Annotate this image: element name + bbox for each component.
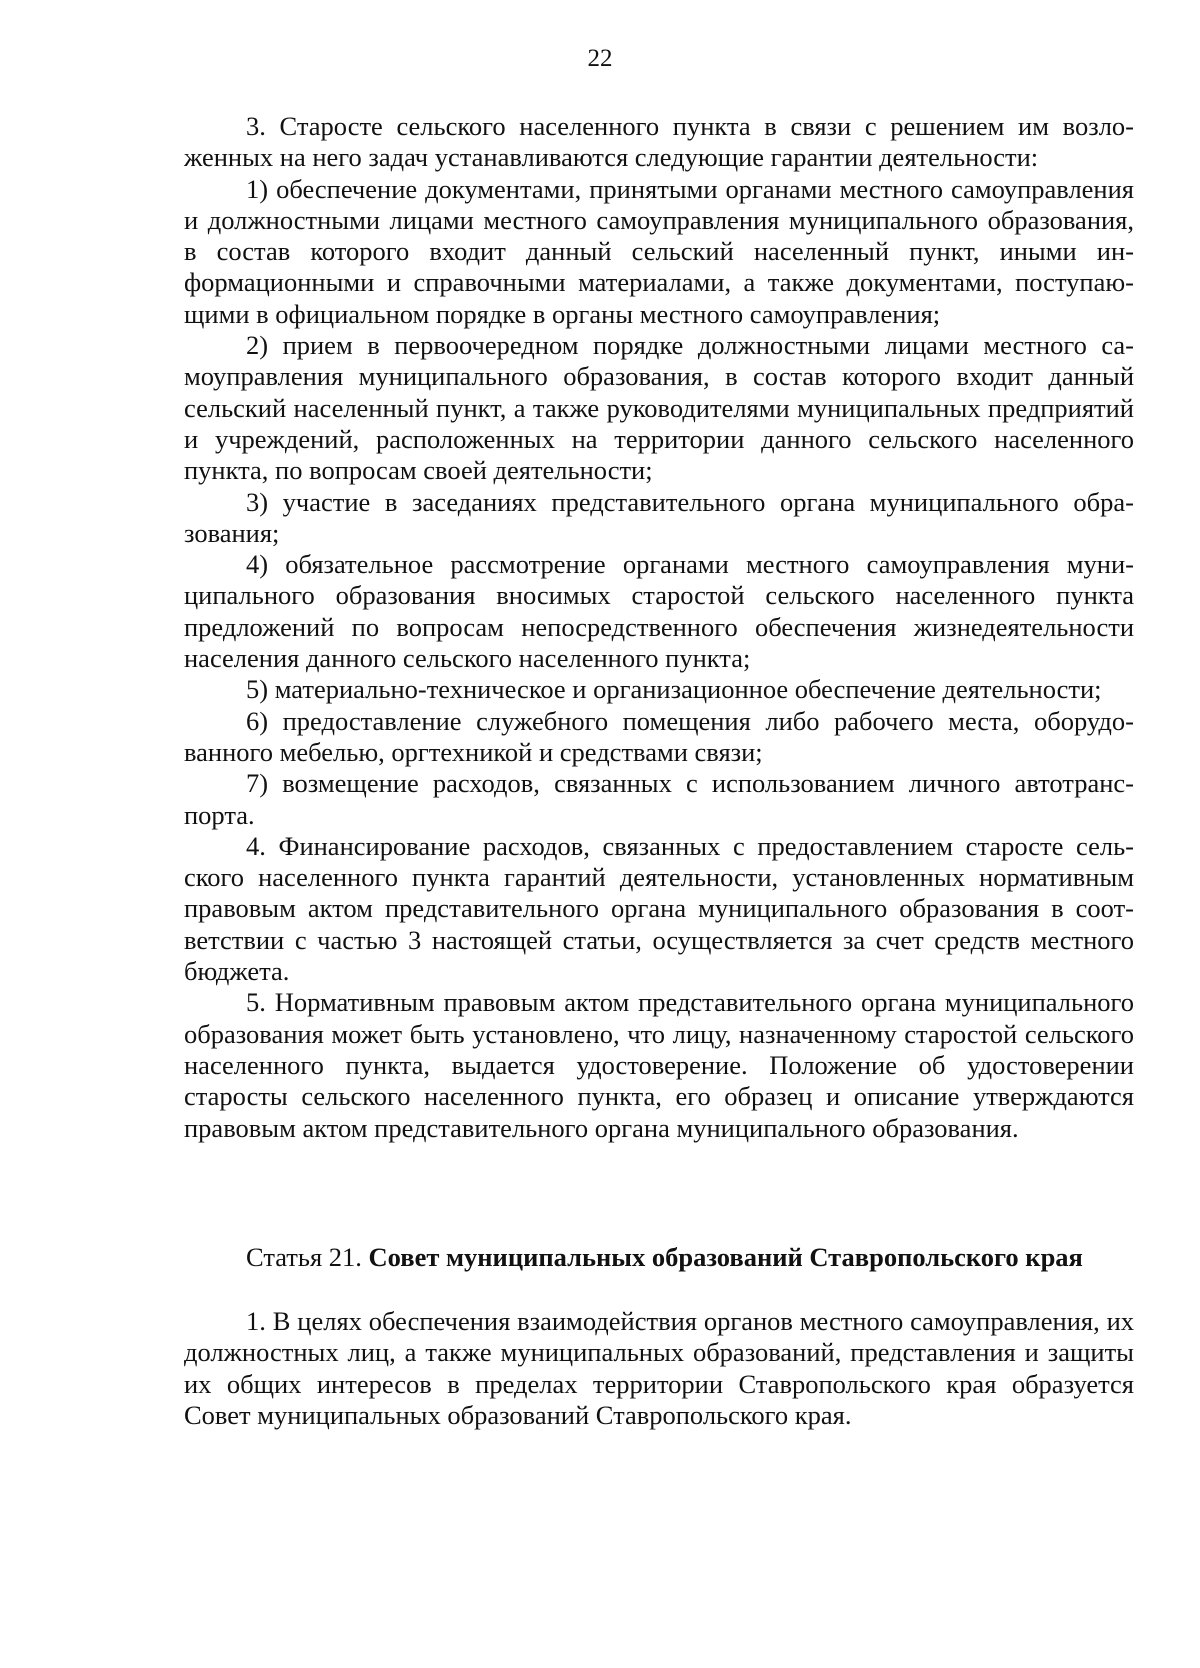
list-item-5: 5) материально-техническое и организационное обеспечение деятельности; <box>246 674 1102 705</box>
list-item-3: 3) участие в заседаниях представительного органа муниципального образования; <box>184 486 1134 548</box>
list-item-6: 6) предоставление служебного помещения либо рабочего места, оборудованного мебелью, оргтехникой и средствами связи; <box>184 705 1134 767</box>
paragraph-5: 5. Нормативным правовым актом представительного органа муниципального образования может быть установлено, что лицу, назначенному старостой сельского населенного пункта, выдается удостоверение. Положение об удостоверении старосты сельского населенного пункта, его образец и описание утверждаются правовым актом представительного органа муниципального образования. <box>184 987 1134 1143</box>
section-guarantees <box>184 111 1134 1144</box>
paragraph-3: 3. Старосте сельского населенного пункта в связи с решением им возложенных на него задач устанавливаются следующие гарантии деятельности: <box>184 111 1134 173</box>
list-item-7: 7) возмещение расходов, связанных с использованием личного автотранспорта. <box>184 768 1134 830</box>
paragraph-4: 4. Финансирование расходов, связанных с предоставлением старосте сельского населенного пункта гарантий деятельности, установленных нормативным правовым актом представительного органа муниципального образования в соответствии с частью 3 настоящей статьи, осуществляется за счет средств местного бюджета. <box>184 830 1134 987</box>
list-item-1: 1) обеспечение документами, принятыми органами местного самоуправления и должностными лицами местного самоуправления муниципального образования, в состав которого входит данный сельский населенный пункт, иными информационными и справочными материалами, а также документами, поступающими в официальном порядке в органы местного самоуправления; <box>184 173 1134 329</box>
article-body <box>184 1306 1134 1431</box>
article-heading <box>184 1242 1134 1273</box>
page-number: 22 <box>587 45 613 72</box>
article-paragraph-1: 1. В целях обеспечения взаимодействия органов местного самоуправления, их должностных лиц, а также муниципальных образований, представления и защиты их общих интересов в пределах территории Ставропольского края образуется Совет муниципальных образований Ставропольского края. <box>184 1306 1134 1430</box>
list-item-4: 4) обязательное рассмотрение органами местного самоуправления муниципального образования вносимых старостой сельского населенного пункта предложений по вопросам непосредственного обеспечения жизнедеятельности населения данного сельского населенного пункта; <box>184 549 1134 674</box>
article-label: Статья 21. <box>246 1242 362 1272</box>
list-item-2: 2) прием в первоочередном порядке должностными лицами местного самоуправления муниципального образования, в состав которого входит данный сельский населенный пункт, а также руководителями муниципальных предприятий и учреждений, расположенных на территории данного сельского населенного пункта, по вопросам своей деятельности; <box>184 330 1134 486</box>
article-title: Совет муниципальных образований Ставропольского края <box>368 1242 1083 1272</box>
